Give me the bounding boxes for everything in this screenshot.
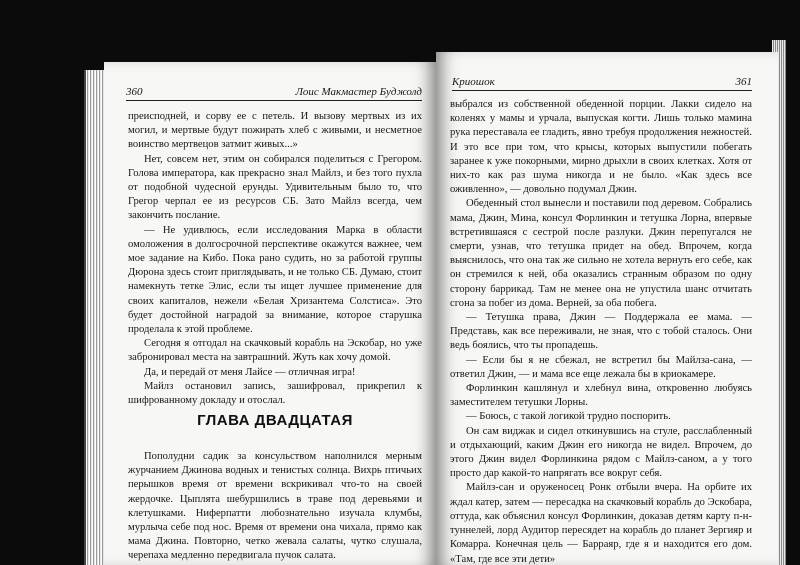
left-text-bottom	[128, 450, 422, 564]
right-running-head	[452, 76, 752, 91]
right-header-title: Криошок	[452, 76, 495, 88]
paragraph: Да, и передай от меня Лайсе — отличная игра!	[144, 366, 356, 378]
paragraph: Сегодня я отгодал на скачковый корабль на Эскобар, но уже забронировал места на завтрашний. Жуть как хочу домой.	[128, 338, 422, 364]
paragraph: — Если бы я не сбежал, не встретил бы Майлза-сана, — ответил Джин, — и мама все еще лежала бы в криокамере.	[450, 354, 752, 380]
left-page	[104, 62, 436, 565]
paragraph: Обеденный стол вынесли и поставили под деревом. Собрались мама, Джин, Мина, консул Форлинкин и тетушка Лорна, впервые встретившаяся с сестрой после разлуки. Джин перепугался не смерти, узнав, что тетушка придет на обед. Впрочем, когда выяснилось, что она так же сильно не хотела вернуть его себе, как он стремился к ней, оба оказались странным образом по одну сторону баррикад. Там не менее она не упустила шанс отчитать сгона за побег из дома. Верней, за оба побега.	[450, 198, 752, 309]
paragraph: Майлз остановил запись, зашифровал, прикрепил к шифрованному докладу и отослал.	[128, 380, 422, 407]
paragraph: преисподней, и сорву ее с петель. И вызову мертвых из их могил, и мертвые будут пожирать хлеб с живыми, и несметное воинство мертвецов затмит живых...»	[128, 111, 422, 151]
right-text	[450, 98, 752, 565]
paragraph: Форлинкин кашлянул и хлебнул вина, откровенно любуясь заместителем тетушки Лорны.	[450, 383, 752, 409]
paragraph: — Тетушка права, Джин — Поддержала ее мама. — Представь, как все переживали, не зная, что с тобой сталось. Они ведь боялись, что ты пропадешь.	[450, 312, 752, 352]
paragraph: — Не удивлюсь, если исследования Марка в области омоложения в долгосрочной перспективе окажутся важнее, чем мое задание на Кибо. Пока рано судить, но за работой группы Дюрона здесь стоит приглядывать, и не только СБ. Думаю, стоит намекнуть тетке Элис, если ты ищет лучшее применение для своих капиталов, нежели «Белая Хризантема Солстиса». Это будет достойной наградой за внимание, которое старушка проделала к этой проблеме.	[128, 224, 422, 336]
paragraph: Нет, совсем нет, этим он собирался поделиться с Грегором. Голова императора, как прекрасно знал Майлз, и без того пухла от подобной чудесной ерунды. Удивительным было то, что Грегор черпал ее из ресурсов СБ. Зато Майлз всегда, чем закончить послание.	[128, 153, 422, 222]
left-running-head	[126, 86, 422, 101]
right-page-number: 361	[735, 76, 752, 88]
paragraph: Майлз-сан и оруженосец Ронк отбыли вчера. На орбите их ждал катер, затем — пересадка на скачковый корабль до Эскобара, оттуда, как объяснил консул Форлинкин, доказав детям карту п-н-туннелей, лорд Аудитор пересядет на корабль до планет Зергияр и Комарра. Конечная цель — Барраяр, где я и находится его дом. «Там, где все эти дети»	[450, 482, 752, 565]
paragraph: выбрался из собственной обеденной порции. Лакки сидело на коленях у мамы и урчала, выпуская когти. Лишь только мамина рука переставала ее гладить, явно требуя продолжения нежностей. И это все при том, что крысы, которых выпустили побегать заранее к уже покорными, мирно дрыхли в своих клетках. Хотя от них-то как раз шума никогда и не было. «Как здесь все оживленно», — довольно подумал Джин.	[450, 99, 752, 196]
paragraph: Пополудни садик за консульством наполнился мерным журчанием Джинова водных и тенистых солнца. Вихрь птичьих перышков время от времени вскрикивал что-то на своей жердочке. Цыплята шебуршились в траве под деревьями и клетушками. Ниферпатти любознательно изучала клумбы, мурлыча себе под нос. Время от времени она чихала, прямо как мама Джина. Повторно, четко жевала салаты, чутко слушала, черепаха медленно передвигала пучок салата.	[128, 451, 422, 562]
left-header-author: Лоис Макмастер Буджолд	[295, 86, 422, 98]
chapter-title: ГЛАВА ДВАДЦАТАЯ	[197, 412, 353, 429]
paragraph: Он сам виджак и сидел откинувшись на стуле, расслабленный и отдыхающий, каким Джин его никогда не видел. Впрочем, до этого Джин видел Форлинкина рядом с Майлз-саном, а у того просто дар какой-то напрягать все вокруг себя.	[450, 425, 752, 480]
left-page-number: 360	[126, 86, 143, 98]
left-text-top	[128, 110, 422, 408]
right-page	[436, 52, 778, 565]
paragraph: — Боюсь, с такой логикой трудно поспорить.	[466, 411, 671, 423]
